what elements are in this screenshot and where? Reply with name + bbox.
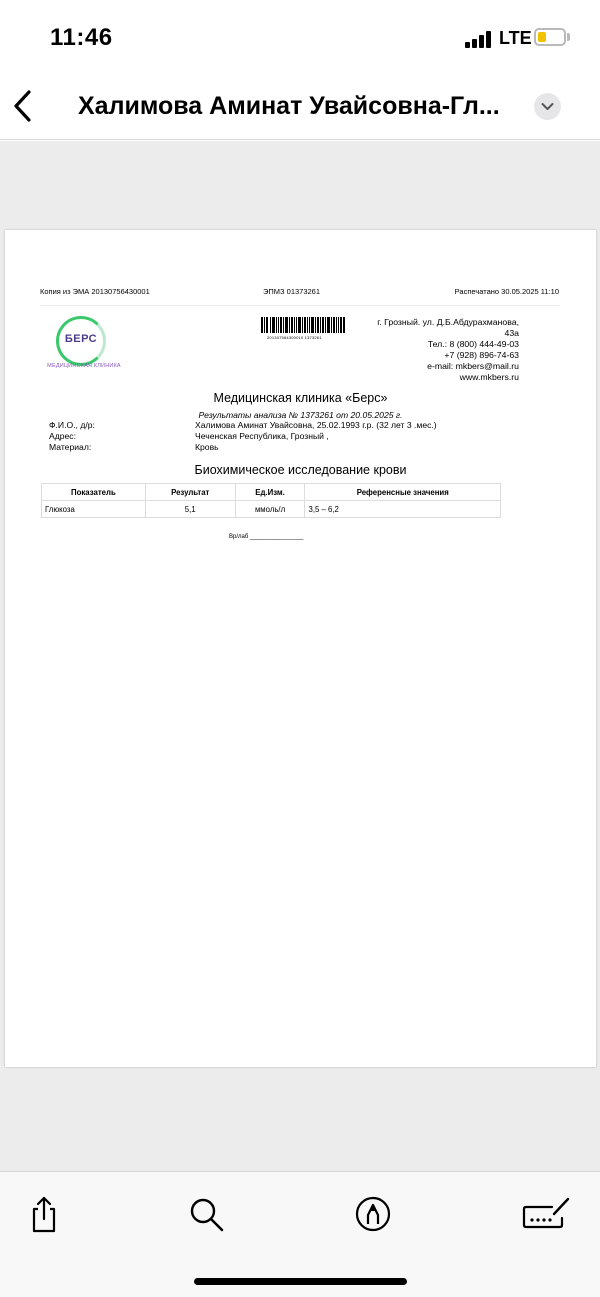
patient-info-labels (49, 420, 95, 453)
search-icon (186, 1194, 226, 1234)
signature-button[interactable] (522, 1194, 572, 1234)
document-title: Халимова Аминат Увайсовна-Гл... (78, 92, 500, 120)
logo-name: БЕРС (64, 333, 98, 345)
phone-line: Тел.: 8 (800) 444-49-03 (427, 339, 519, 349)
signature-line: Вр/лаб ________________ (229, 534, 304, 540)
column-header: Референсные значения (305, 484, 501, 501)
address-label: Адрес: (49, 431, 76, 441)
status-bar (0, 0, 600, 78)
chevron-left-icon (10, 88, 40, 124)
back-button[interactable] (10, 88, 40, 124)
chevron-down-icon (534, 93, 561, 120)
table-row (42, 501, 501, 518)
result-cell: 5,1 (145, 501, 235, 518)
address-line: 43а (504, 328, 519, 338)
epmz-label: ЭПМЗ 01373261 (263, 287, 321, 296)
address-value: Чеченская Республика, Грозный , (195, 431, 329, 441)
battery-icon (534, 28, 566, 46)
email-line: e-mail: mkbers@mail.ru (427, 361, 519, 371)
nav-bar (0, 78, 600, 140)
result-number: Результаты анализа № 1373261 от 20.05.2025 г. (198, 410, 403, 420)
barcode (261, 317, 345, 333)
share-button[interactable] (24, 1194, 64, 1234)
patient-info-values (195, 420, 437, 453)
document-viewer[interactable] (0, 141, 600, 1171)
battery-tip (567, 33, 570, 41)
website-line: www.mkbers.ru (459, 372, 519, 382)
clinic-address (377, 317, 519, 383)
share-icon (24, 1194, 64, 1234)
printed-label: Распечатано 30.05.2025 11:10 (454, 287, 559, 296)
section-title: Биохимическое исследование крови (194, 463, 407, 477)
signal-icon (465, 30, 493, 48)
column-header: Результат (145, 484, 235, 501)
search-button[interactable] (186, 1194, 226, 1234)
material-label: Материал: (49, 442, 92, 452)
title-menu-button[interactable] (534, 93, 561, 120)
unit-cell: ммоль/л (235, 501, 305, 518)
fio-value: Халимова Аминат Увайсовна, 25.02.1993 г.р. (32 лет 3 .мес.) (195, 420, 437, 430)
status-time: 11:46 (50, 24, 113, 51)
column-header: Ед.Изм. (235, 484, 305, 501)
address-line: г. Грозный. ул. Д.Б.Абдурахманова, (377, 317, 519, 327)
bottom-toolbar (0, 1171, 600, 1297)
column-header: Показатель (42, 484, 146, 501)
table-header-row (42, 484, 501, 501)
copy-label: Копия из ЭМА 20130756430001 (40, 287, 150, 296)
clinic-title: Медицинская клиника «Берс» (213, 391, 388, 405)
barcode-number: 201307564300010 1373261 (267, 335, 322, 340)
signature-icon (522, 1194, 572, 1234)
home-indicator[interactable] (194, 1278, 407, 1285)
markup-button[interactable] (353, 1194, 393, 1234)
material-value: Кровь (195, 442, 219, 452)
fio-label: Ф.И.О., д/р: (49, 420, 95, 430)
header-divider (40, 305, 560, 306)
phone-line: +7 (928) 896-74-63 (444, 350, 519, 360)
document-page (5, 230, 596, 1067)
results-table (41, 483, 501, 518)
logo-subtitle: МЕДИЦИНСКАЯ КЛИНИКА (47, 363, 121, 369)
clinic-logo (35, 314, 133, 376)
indicator-cell: Глюкоза (42, 501, 146, 518)
reference-cell: 3,5 – 6,2 (305, 501, 501, 518)
network-label: LTE (499, 28, 532, 48)
markup-icon (353, 1194, 393, 1234)
